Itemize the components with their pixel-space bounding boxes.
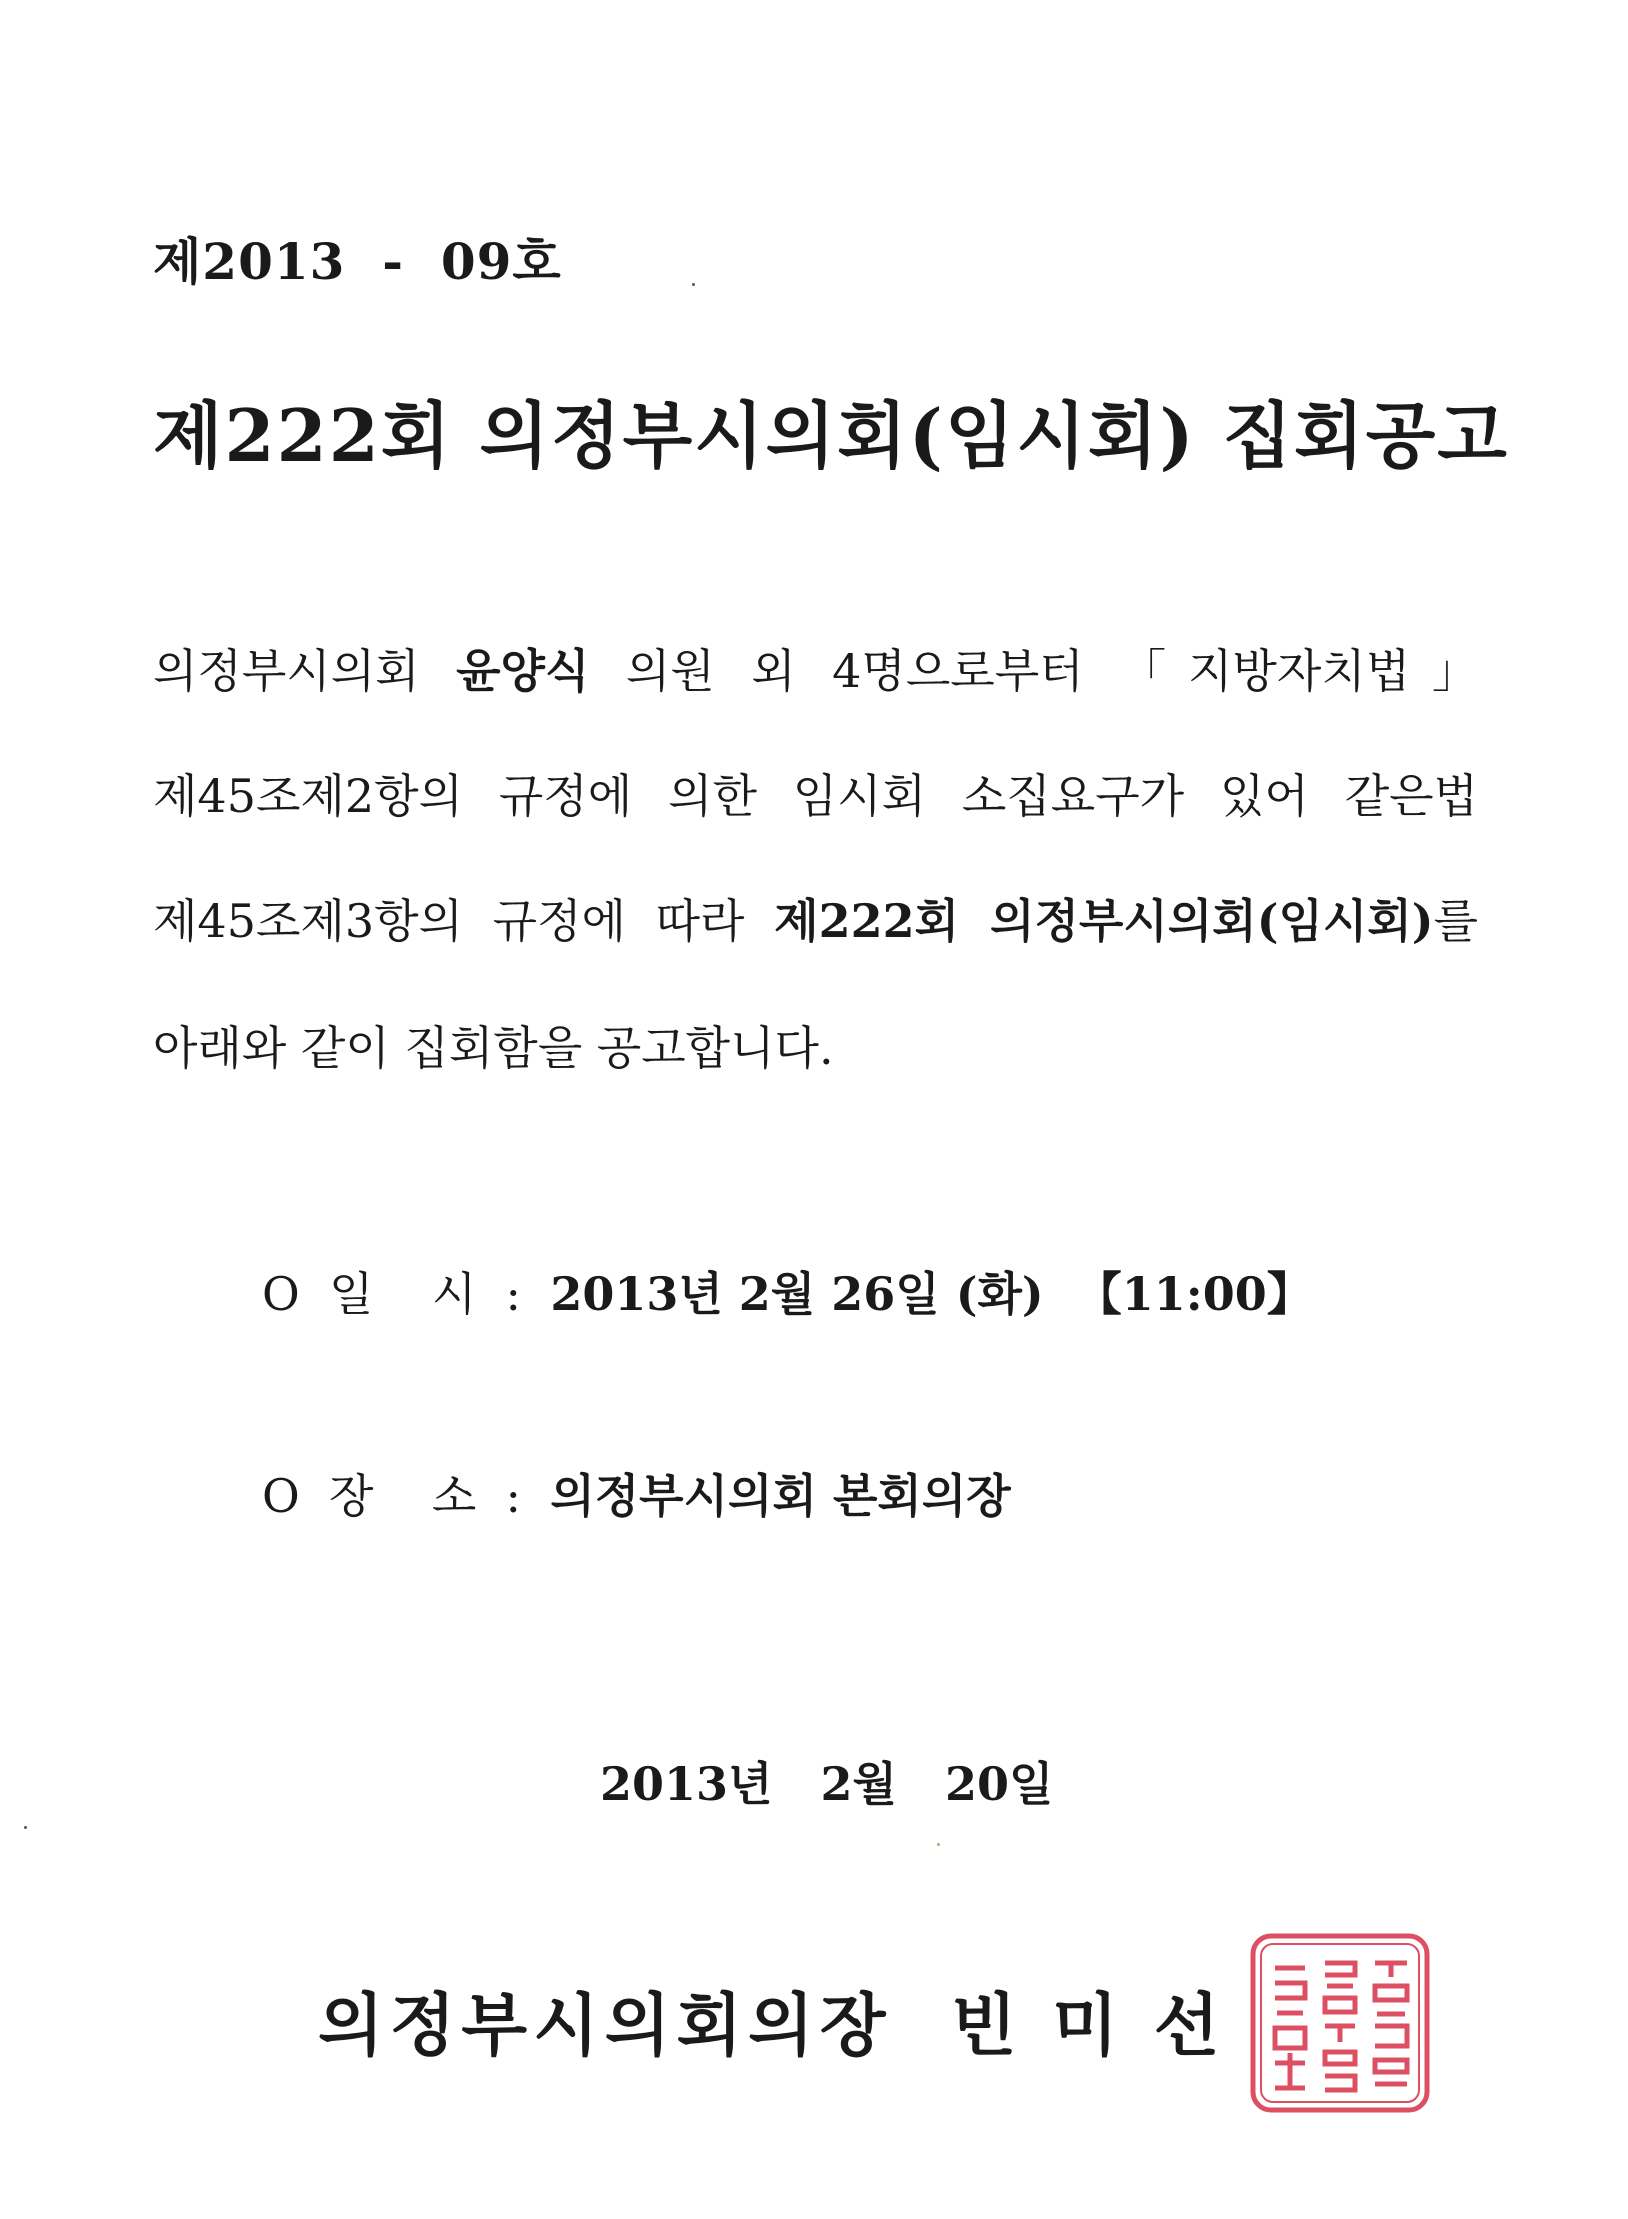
- body-line-4: 아래와 같이 집회함을 공고합니다.: [153, 1021, 834, 1075]
- official-seal-stamp: [1245, 1928, 1435, 2118]
- issue-date: 2013년 2월 20일: [600, 1757, 1054, 1811]
- place-value: 의정부시의회 본회의장: [550, 1469, 1011, 1523]
- datetime-value: 2013년 2월 26일 (화) 【11:00】: [550, 1267, 1313, 1321]
- scan-speck: [937, 1843, 940, 1846]
- council-member-name: 윤양식: [456, 644, 590, 698]
- document-number: 제2013 - 09호: [153, 232, 562, 291]
- body-line-3: [153, 885, 1478, 951]
- scan-speck: [24, 1826, 27, 1829]
- body-text: 를: [1433, 894, 1478, 948]
- body-line-1: [153, 635, 1478, 701]
- page-title: 제222회 의정부시의회(임시회) 집회공고: [153, 393, 1509, 478]
- place-label: O 장 소 :: [262, 1469, 551, 1523]
- body-line-2: 제45조제2항의 규정에 의한 임시회 소집요구가 있어 같은법: [153, 769, 1478, 823]
- place-item: [262, 1460, 1011, 1526]
- body-text: 제45조제3항의 규정에 따라: [153, 894, 775, 948]
- datetime-item: [262, 1258, 1313, 1324]
- datetime-label: O 일 시 :: [262, 1267, 551, 1321]
- signatory-name: 의정부시의회의장 빈 미 선: [318, 1986, 1226, 2066]
- session-name: 제222회 의정부시의회(임시회): [774, 894, 1434, 948]
- body-text: 의원 외 4명으로부터 「지방자치법」: [589, 644, 1478, 698]
- body-text: 의정부시의회: [153, 644, 457, 698]
- scan-speck: [692, 283, 695, 286]
